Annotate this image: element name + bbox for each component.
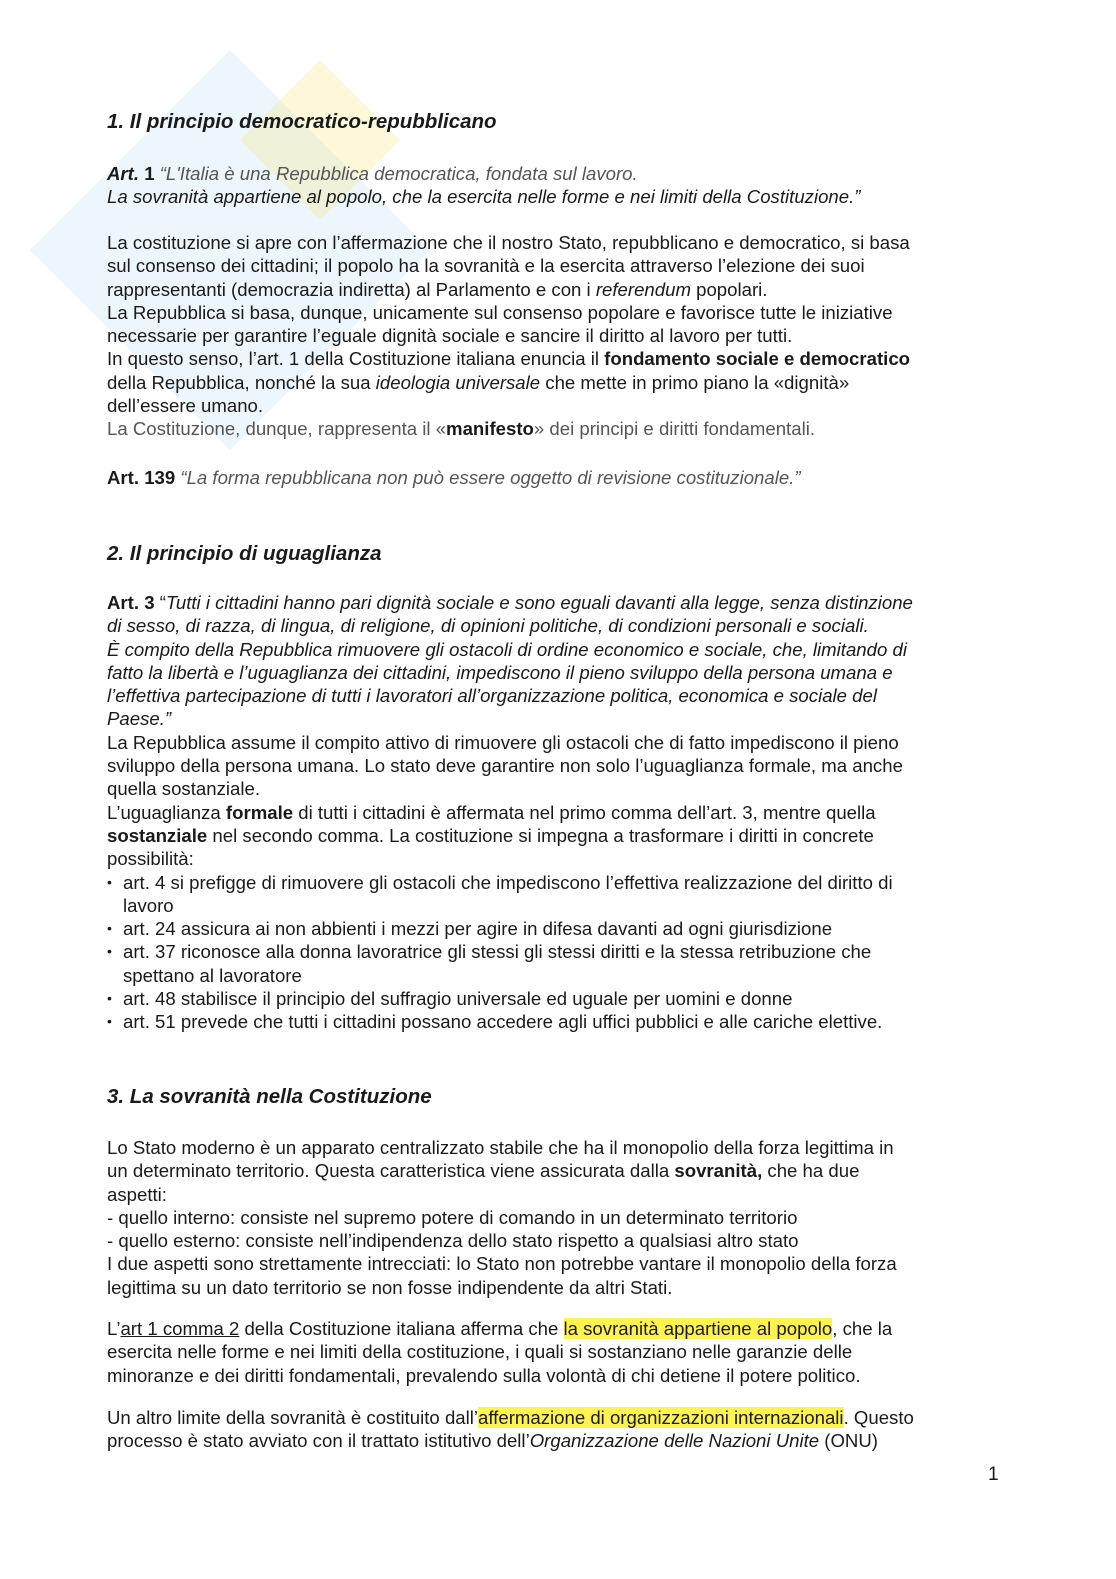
text-segment: “ xyxy=(154,592,166,613)
text-line xyxy=(107,1085,1027,1108)
text-segment: esercita nelle forme e nei limiti della costituzione, i quali si sostanziano nelle garanzie delle xyxy=(107,1341,853,1363)
section-1-paragraph xyxy=(107,231,1027,441)
text-line xyxy=(107,110,1027,133)
text-segment: La Costituzione, dunque, rappresenta il « xyxy=(107,418,447,440)
text-segment: sostanziale xyxy=(107,824,208,846)
text-segment: È compito della Repubblica rimuovere gli ostacoli di ordine economico e sociale, che, limitando di xyxy=(107,638,907,660)
text-line xyxy=(107,638,1027,661)
text-segment: legittima su un dato territorio se non fosse indipendente da altri Stati. xyxy=(107,1276,673,1298)
text-segment: lavoro xyxy=(123,894,174,916)
text-segment: Lo Stato moderno è un apparato centralizzato stabile che ha il monopolio della forza legittima in xyxy=(107,1137,894,1158)
text-line xyxy=(107,394,1027,417)
text-segment: L’uguaglianza xyxy=(107,801,226,823)
text-line xyxy=(107,466,1027,489)
article-3-section xyxy=(107,591,1027,1034)
text-line xyxy=(107,684,1027,707)
text-segment: (ONU) xyxy=(819,1430,878,1452)
text-segment: referendum xyxy=(595,278,691,300)
text-segment: minoranze e dei diritti fondamentali, prevalendo sulla volontà di chi detiene il potere politico. xyxy=(107,1364,861,1386)
text-segment: Paese.” xyxy=(107,708,172,730)
text-line xyxy=(107,1364,1027,1387)
text-line xyxy=(107,940,1027,963)
text-line xyxy=(107,185,1027,208)
text-segment: La Repubblica si basa, dunque, unicamente sul consenso popolare e favorisce tutte le iniziative xyxy=(107,301,893,323)
text-segment: - quello esterno: consiste nell’indipendenza dello stato rispetto a qualsiasi altro stato xyxy=(107,1230,799,1252)
sovereignty-paragraph xyxy=(107,1136,1027,1299)
text-segment: formale xyxy=(225,801,294,823)
text-line xyxy=(107,417,1027,440)
text-segment: . Questo xyxy=(843,1407,914,1428)
text-segment: art. 4 si prefigge di rimuovere gli ostacoli che impediscono l’effettiva realizzazione del diritto di xyxy=(123,871,893,893)
text-line xyxy=(107,1429,1027,1452)
text-segment: I due aspetti sono strettamente intrecciati: lo Stato non potrebbe vantare il monopolio della forza xyxy=(107,1253,897,1275)
text-line xyxy=(107,661,1027,684)
text-segment: Tutti i cittadini hanno pari dignità sociale e sono eguali davanti alla legge, senza distinzione xyxy=(165,592,913,613)
text-segment: sul consenso dei cittadini; il popolo ha la sovranità e la esercita attraverso l’elezione dei suoi xyxy=(107,255,865,277)
text-segment: fatto la libertà e l’uguaglianza dei cittadini, impediscono il pieno sviluppo della persona umana e xyxy=(107,661,893,683)
text-line xyxy=(107,1252,1027,1275)
text-line xyxy=(107,278,1027,301)
text-segment: » dei principi e diritti fondamentali. xyxy=(533,418,815,440)
text-line xyxy=(107,824,1027,847)
text-segment: di sesso, di razza, di lingua, di religione, di opinioni politiche, di condizioni personali e sociali. xyxy=(107,615,869,637)
text-line xyxy=(107,894,1027,917)
text-line xyxy=(107,1183,1027,1206)
text-segment: rappresentanti (democrazia indiretta) al Parlamento e con i xyxy=(107,278,596,300)
text-line xyxy=(107,801,1027,824)
text-segment: nel secondo comma. La costituzione si impegna a trasformare i diritti in concrete xyxy=(207,824,874,846)
text-line xyxy=(107,614,1027,637)
section-3-heading xyxy=(107,1085,1027,1108)
text-line xyxy=(107,1276,1027,1299)
text-line xyxy=(107,371,1027,394)
text-segment: quella sostanziale. xyxy=(107,778,260,800)
text-line xyxy=(107,964,1027,987)
art1-comma2-paragraph xyxy=(107,1317,1027,1387)
text-segment: necessarie per garantire l’eguale dignità sociale e sancire il diritto al lavoro per tutti. xyxy=(107,325,793,347)
text-segment: affermazione di organizzazioni internazionali xyxy=(478,1407,844,1428)
text-segment: art 1 comma 2 xyxy=(120,1318,240,1339)
text-line xyxy=(107,231,1027,254)
text-segment: “L'Italia è una Repubblica democratica, fondata sul lavoro. xyxy=(159,163,638,184)
text-segment: manifesto xyxy=(446,418,534,440)
text-segment: popolari. xyxy=(690,278,768,300)
text-segment: - quello interno: consiste nel supremo potere di comando in un determinato territorio xyxy=(107,1206,798,1228)
text-segment: l’effettiva partecipazione di tutti i lavoratori all’organizzazione politica, economica e sociale del xyxy=(107,685,877,707)
text-line xyxy=(107,324,1027,347)
section-2-heading xyxy=(107,542,1027,565)
text-segment: La sovranità appartiene al popolo, che la esercita nelle forme e nei limiti della Costituzione.” xyxy=(107,186,861,208)
text-segment: Un altro limite della sovranità è costituito dall’ xyxy=(107,1407,479,1428)
text-segment: di tutti i cittadini è affermata nel primo comma dell’art. 3, mentre quella xyxy=(293,801,876,823)
text-segment: aspetti: xyxy=(107,1183,167,1205)
text-segment: sovranità, xyxy=(674,1160,763,1182)
text-segment: processo è stato avviato con il trattato istitutivo dell’ xyxy=(107,1430,530,1452)
text-line xyxy=(107,1406,1027,1429)
text-segment: sviluppo della persona umana. Lo stato deve garantire non solo l’uguaglianza formale, ma anche xyxy=(107,755,903,777)
text-segment: fondamento sociale e democratico xyxy=(604,348,911,370)
text-segment: La Repubblica assume il compito attivo di rimuovere gli ostacoli che di fatto impediscono il pieno xyxy=(107,731,899,753)
article-139-quote xyxy=(107,466,1027,489)
text-segment: dell’essere umano. xyxy=(107,395,264,417)
text-line xyxy=(107,254,1027,277)
text-line xyxy=(107,301,1027,324)
heading-text: 2. Il principio di uguaglianza xyxy=(107,542,382,565)
text-segment: art. 48 stabilisce il principio del suffragio universale ed uguale per uomini e donne xyxy=(123,988,793,1010)
text-segment: art. 51 prevede che tutti i cittadini possano accedere agli uffici pubblici e alle cariche elettive. xyxy=(123,1011,883,1033)
text-line xyxy=(107,542,1027,565)
text-segment: art. 37 riconosce alla donna lavoratrice gli stessi gli stessi diritti e la stessa retribuzione che xyxy=(123,941,872,963)
text-line xyxy=(107,1206,1027,1229)
text-segment: ideologia universale xyxy=(375,371,541,393)
text-line xyxy=(107,777,1027,800)
page-number: 1 xyxy=(988,1464,999,1485)
text-segment: della Costituzione italiana afferma che xyxy=(239,1318,564,1339)
text-line xyxy=(107,1340,1027,1363)
text-line xyxy=(107,731,1027,754)
section-1-heading xyxy=(107,110,1027,133)
heading-text: 3. La sovranità nella Costituzione xyxy=(107,1085,432,1108)
text-segment: La costituzione si apre con l’affermazione che il nostro Stato, repubblicano e democratico, si basa xyxy=(107,232,910,253)
text-segment: spettano al lavoratore xyxy=(123,964,302,986)
heading-text: 1. Il principio democratico-repubblicano xyxy=(107,110,497,133)
article-1-quote xyxy=(107,162,1027,209)
text-line xyxy=(107,162,1027,185)
text-line xyxy=(107,347,1027,370)
text-line xyxy=(107,987,1027,1010)
text-line xyxy=(107,1229,1027,1252)
text-line xyxy=(107,707,1027,730)
text-segment: 1 xyxy=(139,163,160,184)
text-line xyxy=(107,871,1027,894)
text-line xyxy=(107,1159,1027,1182)
text-segment: che mette in primo piano la «dignità» xyxy=(540,371,850,393)
text-segment: In questo senso, l’art. 1 della Costituzione italiana enuncia il xyxy=(107,348,605,370)
text-segment: della Repubblica, nonché la sua xyxy=(107,371,376,393)
text-segment: Art. 139 xyxy=(107,467,181,488)
international-organizations-paragraph xyxy=(107,1406,1027,1453)
text-segment: Art. 3 xyxy=(107,592,155,613)
text-segment: la sovranità appartiene al popolo xyxy=(563,1318,833,1339)
text-line xyxy=(107,917,1027,940)
text-segment: art. 24 assicura ai non abbienti i mezzi per agire in difesa davanti ad ogni giurisdizione xyxy=(123,918,833,940)
text-segment: , che la xyxy=(832,1318,893,1339)
text-segment: un determinato territorio. Questa caratteristica viene assicurata dalla xyxy=(107,1160,675,1182)
text-segment: Organizzazione delle Nazioni Unite xyxy=(529,1430,820,1452)
text-line xyxy=(107,847,1027,870)
text-segment: che ha due xyxy=(762,1160,860,1182)
text-segment: Art. xyxy=(107,163,140,184)
text-segment: possibilità: xyxy=(107,848,194,870)
text-line xyxy=(107,1317,1027,1340)
text-line xyxy=(107,754,1027,777)
text-line xyxy=(107,591,1027,614)
text-line xyxy=(107,1010,1027,1033)
text-line xyxy=(107,1136,1027,1159)
text-segment: L’ xyxy=(107,1318,121,1339)
text-segment: “La forma repubblicana non può essere oggetto di revisione costituzionale.” xyxy=(180,467,801,488)
